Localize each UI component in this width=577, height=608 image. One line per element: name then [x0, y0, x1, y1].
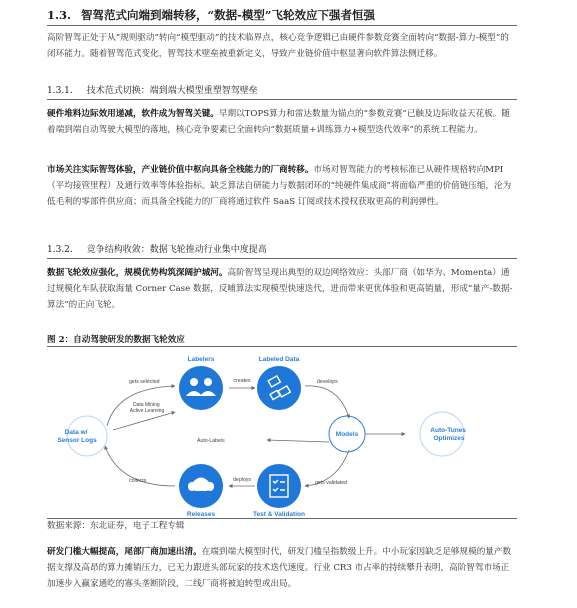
section-heading	[47, 7, 375, 23]
paragraph-body: 早期以TOPS算力和雷达数量为锚点的“参数竞赛”已触及边际收益天花板。随着端到端自动驾驶大模型的落地，核心竞争要素已全面转向“数据质量+训练算力+模型迭代效率”的系统工程能力。	[47, 109, 510, 135]
paragraph-body: 在端到端大模型时代，研发门槛呈指数级上升。中小玩家因缺乏足够规模的量产数据支撑及高昂的算力摊销压力，已无力跟进头部玩家的技术迭代速度。行业 CR3 市占率的持续攀升表明，高阶智驾市场正加速步入赢家通吃的寡头垄断阶段，二线厂商将被迫转型或出局。	[47, 547, 512, 589]
arrow-develops	[305, 386, 349, 418]
subsection-heading-1	[47, 83, 258, 96]
subsection-rule-2	[47, 258, 517, 259]
intro-paragraph: 高阶智驾正处于从“规则驱动”转向“模型驱动”的技术临界点，核心竞争逻辑已由硬件参数竞赛全面转向“数据-算力-模型”的闭环能力。随着智驾范式变化，智驾技术壁垒被重新定义，导致产业链价值中枢显著向软件算法侧迁移。	[47, 33, 509, 59]
edge-mining	[130, 402, 165, 414]
releases-label: Releases	[186, 511, 216, 518]
arrow-auto-labels	[267, 440, 329, 442]
labelers-circle	[179, 366, 223, 410]
subsection-title-2: 竞争结构收敛：数据飞轮推动行业集中度提高	[86, 245, 267, 255]
subsection-number-1: 1.3.1.	[47, 86, 73, 96]
edge-creates: creates	[233, 378, 251, 384]
paragraph-lead: 研发门槛大幅提高，尾部厂商加速出清。	[47, 547, 202, 557]
autotunes-label	[430, 427, 467, 442]
edge-develops: develops	[317, 379, 338, 385]
paragraph-lead: 数据飞轮效应强化，规模优势构筑深阔护城河。	[47, 268, 228, 278]
paragraph-body: 市场对智驾能力的考核标准已从硬件规格转向MPI（平均接管里程）及通行效率等体验指标。缺乏算法自研能力与数据闭环的“纯硬件集成商”将面临严重的价值链压缩，沦为低毛利的零部件供应商；而具备全栈能力的厂商将通过软件 SaaS 订阅或技术授权获取更高的利润弹性。	[47, 165, 512, 207]
data-logs-label	[57, 429, 97, 444]
paragraph-software-key	[47, 106, 515, 138]
arrow-mining	[113, 412, 175, 430]
figure-source: 数据来源：东北证券，电子工程专辑	[47, 521, 185, 531]
paragraph-lead: 硬件堆料边际效用递减，软件成为智驾关键。	[47, 109, 219, 119]
paragraph-market-focus	[47, 162, 515, 210]
subsection-rule-1	[47, 99, 517, 100]
data-logs-line-1: Data w/	[64, 429, 88, 436]
paragraph-data-flywheel	[47, 265, 515, 313]
labelers-label: Labelers	[187, 356, 215, 363]
edge-gets-selected: gets selected	[129, 379, 160, 385]
subsection-number-2: 1.3.2.	[47, 245, 73, 255]
models-label: Models	[335, 431, 359, 438]
data-logs-node	[64, 416, 107, 456]
test-validation-label: Test & Validation	[253, 511, 305, 518]
labeled-data-circle	[257, 366, 301, 410]
paragraph-lead: 市场关注实际智驾体验，产业链价值中枢向具备全栈能力的厂商转移。	[47, 165, 314, 175]
section-title: 智驾范式向端到端转移，“数据-模型”飞轮效应下强者恒强	[81, 8, 376, 22]
figure-rule	[47, 346, 517, 347]
subsection-heading-2	[47, 242, 267, 255]
paragraph-body: 高阶智驾呈现出典型的双边网络效应：头部厂商（如华为、Momenta）通过规模化车队获取海量 Corner Case 数据，反哺算法实现模型快速迭代，进而带来更优体验和更高销量，形成“量产-数据-算法”的正向飞轮。	[47, 268, 513, 310]
autotunes-line-1: Auto-Tunes	[430, 427, 466, 434]
labeled-data-label: Labeled Data	[258, 356, 300, 363]
autotunes-line-2: Optimizes	[433, 435, 465, 442]
autotunes-node	[420, 412, 464, 456]
mining-line-1: Data Mining	[132, 402, 160, 408]
subsection-title-1: 技术范式切换：端到端大模型重塑智驾壁垒	[86, 86, 258, 96]
edge-collects: collects	[129, 478, 147, 484]
edge-gets-validated: gets validated	[315, 480, 348, 486]
figure-title: 图 2：自动驾驶研发的数据飞轮效应	[47, 335, 185, 345]
data-logs-line-2: Sensor Logs	[57, 437, 97, 444]
edge-auto-labels: Auto-Labels	[197, 438, 225, 444]
paragraph-rd-threshold	[47, 544, 515, 592]
test-validation-circle	[257, 464, 301, 508]
flywheel-diagram-svg	[47, 348, 517, 518]
edge-deploys: deploys	[233, 477, 251, 483]
flywheel-diagram	[47, 348, 517, 518]
mining-line-2: Active Learning	[129, 408, 165, 414]
section-number: 1.3.	[47, 8, 72, 22]
section-rule	[47, 25, 517, 26]
